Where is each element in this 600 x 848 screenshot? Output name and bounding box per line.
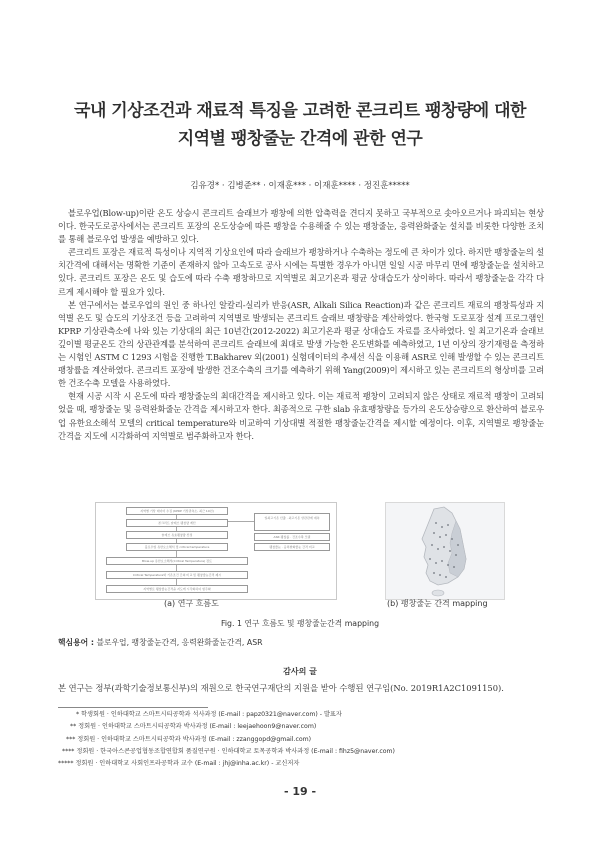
flow-arrow: [176, 565, 177, 571]
flow-side-2: ASR 팽창률 · 건조수축 모델: [254, 533, 330, 541]
acknowledgement-text: 본 연구는 정부(과학기술정보통신부)의 재원으로 한국연구재단의 지원을 받아 수행된 연구임(No. 2019R1A2C1091150).: [58, 683, 504, 693]
footnote-divider: [58, 707, 208, 708]
footnote-5: ***** 정회원 · 인하대학교 사회인프라공학과 교수 (E-mail : jhj@inha.ac.kr) - 교신저자: [58, 760, 300, 768]
flow-arrow: [176, 527, 177, 531]
paper-title: [40, 97, 560, 153]
flow-arrow: [176, 551, 177, 557]
paragraph-3: 본 연구에서는 블로우업의 원인 중 하나인 알칼리-실리카 반응(ASR, Alkali Silica Reaction)과 같은 콘크리트 재료의 팽창특성과 지역별 온도 및 습도의 기상조건 등을 고려하여 지역별로 발생되는 콘크리트 슬래브 팽창량을 계산하였다. 한국형 도로포장 설계 프로그램인 KPRP 기상관측소에 나와 있는 기상대의 최근 10년간(2012-2022) 최고기온과 평균 상대습도 자료를 조사하였다. 일 최고기온과 슬래브 깊이별 평균온도 간의 상관관계를 분석하여 콘크리트 슬래브에 최대로 발생 가능한 온도변화를 예측하였고, 1년 이상의 장기재령을 측정하는 시험인 ASTM C 1293 시험을 진행한 T.Bakharev 외(2001) 실험데이터의 추세선 식을 이용해 ASR로 인해 발생할 수 있는 콘크리트 팽창률을 계산하였다. 콘크리트 포장에 발생한 건조수축의 크기를 예측하기 위해 Yang(2009)이 제시하고 있는 콘크리트의 형상비를 고려한 건조수축 모델을 사용하였다.: [58, 299, 544, 389]
figure-caption-b: (b) 팽창줄눈 간격 mapping: [387, 599, 488, 608]
acknowledgement-title: 감사의 글: [283, 667, 317, 676]
keywords-label: 핵심용어 :: [58, 638, 94, 647]
flow-side-1: 일최고기온 산출 · 최고기온 상관관계 예측: [254, 513, 330, 531]
flow-step-5: Blow-up 유한요소해석(Critical Temperature) 검토: [106, 557, 248, 565]
abstract-body: [58, 207, 544, 443]
paragraph-2: 콘크리트 포장은 재료적 특성이나 지역적 기상요인에 따라 슬래브가 팽창하거나 수축하는 정도에 큰 차이가 있다. 하지만 팽창줄눈의 설치간격에 대해서는 명확한 기준이 존재하지 않아 고속도로 공사 시에는 특별한 경우가 아니면 일일 시공 마무리 면에 팽창줄눈을 설치하고 있다. 콘크리트 포장은 온도 및 습도에 따라 수축 팽창하므로 지역별로 최고기온과 평균 상대습도가 상이하다. 따라서 팽창줄눈을 각각 다르게 제시해야 할 필요가 있다.: [58, 247, 544, 297]
figure-caption: Fig. 1 연구 흐름도 및 팽창줄눈간격 mapping: [220, 619, 380, 628]
title-line-2: 지역별 팽창줄눈 간격에 관한 연구: [177, 129, 423, 149]
keywords-text: 블로우업, 팽창줄눈간격, 응력완화줄눈간격, ASR: [96, 638, 263, 647]
flow-step-3: 슬래브 유효팽창량 산정: [126, 531, 228, 539]
footnotes: [58, 709, 548, 770]
flow-side-3: 팽창줄눈 · 응력완화줄눈 간격 비교: [254, 543, 330, 551]
research-flowchart: [95, 502, 337, 600]
title-line-1: 국내 기상조건과 재료적 특징을 고려한 콘크리트 팽창량에 대한: [74, 101, 526, 121]
figure-caption-a: (a) 연구 흐름도: [164, 599, 219, 608]
footnote-1: * 학생회원 · 인하대학교 스마트시티공학과 석사과정 (E-mail : papz0321@naver.com) - 발표자: [76, 711, 342, 718]
flow-arrow: [176, 579, 177, 585]
paragraph-1: 블로우업(Blow-up)이란 온도 상승시 콘크리트 슬래브가 팽창에 의한 압축력을 견디지 못하고 국부적으로 솟아오르거나 파괴되는 현상이다. 한국도로공사에서는 콘크리트 포장의 온도상승에 따른 팽창을 수용해줄 수 있는 팽창줄눈, 응력완화줄눈 설치를 비롯한 다양한 조치를 통해 블로우업 발생을 예방하고 있다.: [58, 208, 544, 245]
flow-step-6: Critical Temperature와 기온조건 간의 비교 및 팽창줄눈간격 제시: [106, 571, 248, 579]
footnote-2: ** 정회원 · 인하대학교 스마트시티공학과 박사과정 (E-mail : leejaehoon9@naver.com): [70, 723, 317, 731]
footnote-4: **** 정회원 · 한국아스콘공업협동조합연합회 품질연구원 · 인하대학교 토목공학과 박사과정 (E-mail : fihz5@naver.com): [62, 747, 395, 755]
footnote-3: *** 정회원 · 인하대학교 스마트시티공학과 박사과정 (E-mail : zzanggopd@gmail.com): [66, 735, 312, 743]
page-number: - 19 -: [283, 785, 317, 798]
flow-step-4: 블로우업 유한요소해석 및 critical temperature: [126, 543, 228, 551]
flow-step-1: 지역별 기상 데이터 수집 (KPRP 기상관측소, 최근 10년): [126, 507, 228, 515]
flow-step-2: 콘크리트 슬래브 팽창량 계산: [126, 519, 228, 527]
flow-arrow: [176, 539, 177, 543]
flow-connector: [228, 521, 254, 522]
paragraph-4: 현재 시공 시작 시 온도에 따라 팽창줄눈의 최대간격을 제시하고 있다. 이는 재료적 팽창이 고려되지 않은 상태로 재료적 팽창이 고려되었을 때, 팽창줄눈 및 응력완화줄눈 간격을 제시하고자 한다. 최종적으로 구한 slab 유효팽창량을 등가의 온도상승량으로 환산하여 블로우업 유한요소해석 모델의 critical temperature와 비교하여 기상대별 적절한 팽창줄눈간격을 제시할 예정이다. 이후, 지역별로 팽창줄눈간격을 지도에 시각화하여 지역별로 범주화하고자 한다.: [58, 391, 544, 441]
korea-map-icon: [386, 503, 504, 599]
flow-arrow: [176, 515, 177, 519]
author-list: 김유경* · 김병준** · 이재훈*** · 이재훈**** · 정진훈*****: [190, 181, 410, 191]
expansion-joint-map: [385, 502, 505, 600]
flow-step-7: 지역별로 팽창줄눈간격을 지도에 시각화하여 범주화: [106, 585, 248, 593]
keywords: [58, 637, 263, 648]
